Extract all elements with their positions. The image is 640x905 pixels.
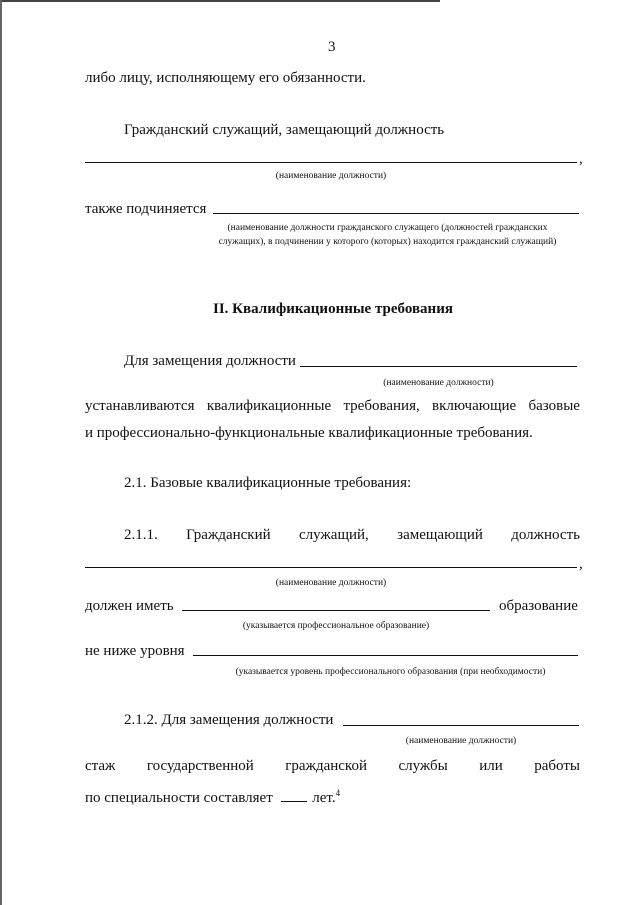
word: службы	[398, 758, 448, 774]
justified-line	[85, 397, 580, 415]
paragraph-text: образование	[499, 598, 578, 614]
paragraph-text: либо лицу, исполняющему его обязанности.	[85, 70, 366, 86]
paragraph-text	[85, 787, 340, 807]
justified-line	[85, 757, 580, 775]
word: служащий,	[298, 527, 369, 543]
scan-edge-top	[0, 0, 440, 2]
word: 2.1.1.	[124, 527, 158, 543]
word: или	[479, 758, 503, 774]
word: базовые	[528, 398, 580, 414]
word: замещающий	[397, 527, 483, 543]
subsection-heading: 2.1.2. Для замещения должности	[124, 712, 334, 728]
paragraph-text: должен иметь	[85, 598, 174, 614]
word: включающие	[432, 398, 517, 414]
field-caption: (наименование должности)	[275, 171, 387, 181]
paragraph-text: Для замещения должности	[124, 353, 296, 369]
paragraph-text: и профессионально-функциональные квалификационные требования.	[85, 425, 533, 441]
fill-line	[85, 567, 577, 568]
justified-line	[124, 526, 580, 544]
punctuation: ,	[579, 151, 583, 167]
word: гражданской	[285, 758, 367, 774]
word: должность	[511, 527, 580, 543]
fill-line	[193, 655, 578, 656]
paragraph-text: Гражданский служащий, замещающий должность	[124, 122, 445, 138]
field-caption: служащих), в подчинении у которого (которых) находится гражданский служащий)	[218, 237, 557, 247]
page-number: 3	[328, 39, 336, 55]
scan-edge-left	[0, 0, 2, 905]
years-blank	[281, 787, 307, 802]
paragraph-text: не ниже уровня	[85, 643, 185, 659]
subsection-heading: 2.1. Базовые квалификационные требования:	[124, 475, 412, 491]
punctuation: ,	[579, 556, 583, 572]
field-caption: (наименование должности гражданского служащего (должностей гражданских	[227, 223, 548, 233]
fill-line	[300, 366, 577, 367]
section-heading: II. Квалификационные требования	[213, 301, 453, 317]
fill-line	[85, 162, 577, 163]
word: требования,	[343, 398, 420, 414]
word: Гражданский	[186, 527, 271, 543]
field-caption: (указывается уровень профессионального образования (при необходимости)	[235, 667, 546, 677]
fill-line	[213, 213, 579, 214]
field-caption: (наименование должности)	[405, 736, 517, 746]
word: квалификационные	[206, 398, 332, 414]
word: работы	[534, 758, 580, 774]
fill-line	[343, 725, 579, 726]
word: устанавливаются	[85, 398, 195, 414]
paragraph-text: также подчиняется	[85, 201, 207, 217]
footnote-ref: 4	[335, 788, 341, 798]
years-text: лет.	[312, 790, 336, 806]
word: государственной	[146, 758, 254, 774]
field-caption: (наименование должности)	[383, 378, 494, 388]
word: стаж	[85, 758, 116, 774]
fill-line	[182, 610, 490, 611]
field-caption: (наименование должности)	[275, 578, 387, 588]
field-caption: (указывается профессиональное образование)	[242, 621, 430, 631]
specialty-text: по специальности составляет	[85, 790, 273, 806]
